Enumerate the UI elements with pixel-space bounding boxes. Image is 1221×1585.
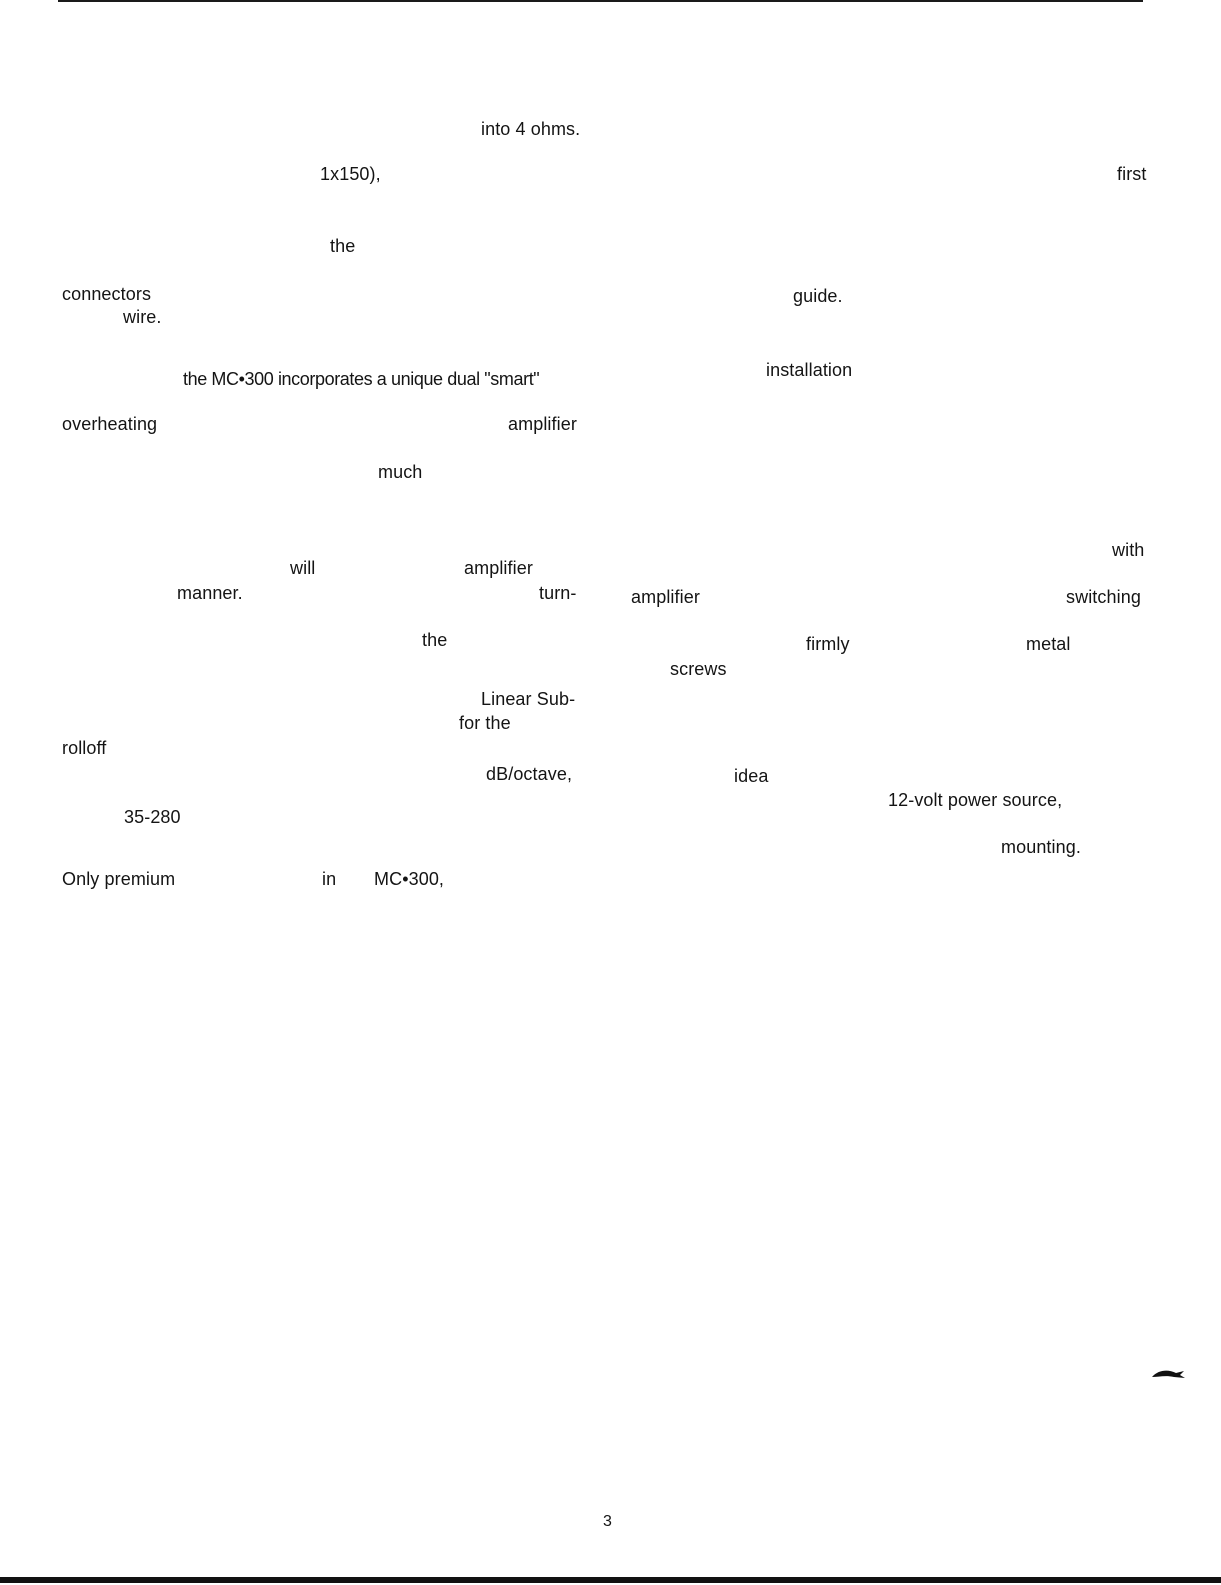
text-fragment: firmly <box>806 634 850 654</box>
text-fragment: turn- <box>539 583 577 603</box>
text-fragment: the <box>422 630 448 650</box>
text-fragment: 1x150), <box>320 164 381 184</box>
text-fragment: installation <box>766 360 853 380</box>
text-fragment: mounting. <box>1001 837 1081 857</box>
bottom-rule <box>0 1577 1221 1583</box>
text-fragment: amplifier <box>464 558 533 578</box>
text-fragment: overheating <box>62 414 158 434</box>
text-fragment: rolloff <box>62 738 107 758</box>
text-fragment: guide. <box>793 286 843 306</box>
text-fragment: amplifier <box>508 414 577 434</box>
text-fragment: for the <box>459 713 511 733</box>
text-fragment: with <box>1112 540 1145 560</box>
text-fragment: will <box>290 558 316 578</box>
page-number: 3 <box>603 1513 612 1530</box>
text-fragment: 35-280 <box>124 807 181 827</box>
text-fragment: dB/octave, <box>486 764 573 784</box>
text-fragment: screws <box>670 659 727 679</box>
text-fragment: Linear Sub- <box>481 689 576 709</box>
text-fragment: amplifier <box>631 587 700 607</box>
text-fragment: Only premium <box>62 869 176 889</box>
text-fragment: MC•300, <box>374 869 445 889</box>
text-fragment: first <box>1117 164 1147 184</box>
text-fragment: in <box>322 869 337 889</box>
text-fragment: connectors <box>62 284 152 304</box>
text-fragment: wire. <box>123 307 162 327</box>
top-rule <box>58 0 1143 2</box>
text-fragment: the MC•300 incorporates a unique dual "smart" <box>183 369 540 389</box>
text-fragment: idea <box>734 766 769 786</box>
text-fragment: the <box>330 236 356 256</box>
text-fragment: much <box>378 462 423 482</box>
text-fragment: into 4 ohms. <box>481 119 581 139</box>
text-fragment: 12-volt power source, <box>888 790 1063 810</box>
text-fragment: switching <box>1066 587 1141 607</box>
ink-mark <box>1150 1366 1186 1380</box>
text-fragment: metal <box>1026 634 1071 654</box>
text-fragment: manner. <box>177 583 243 603</box>
